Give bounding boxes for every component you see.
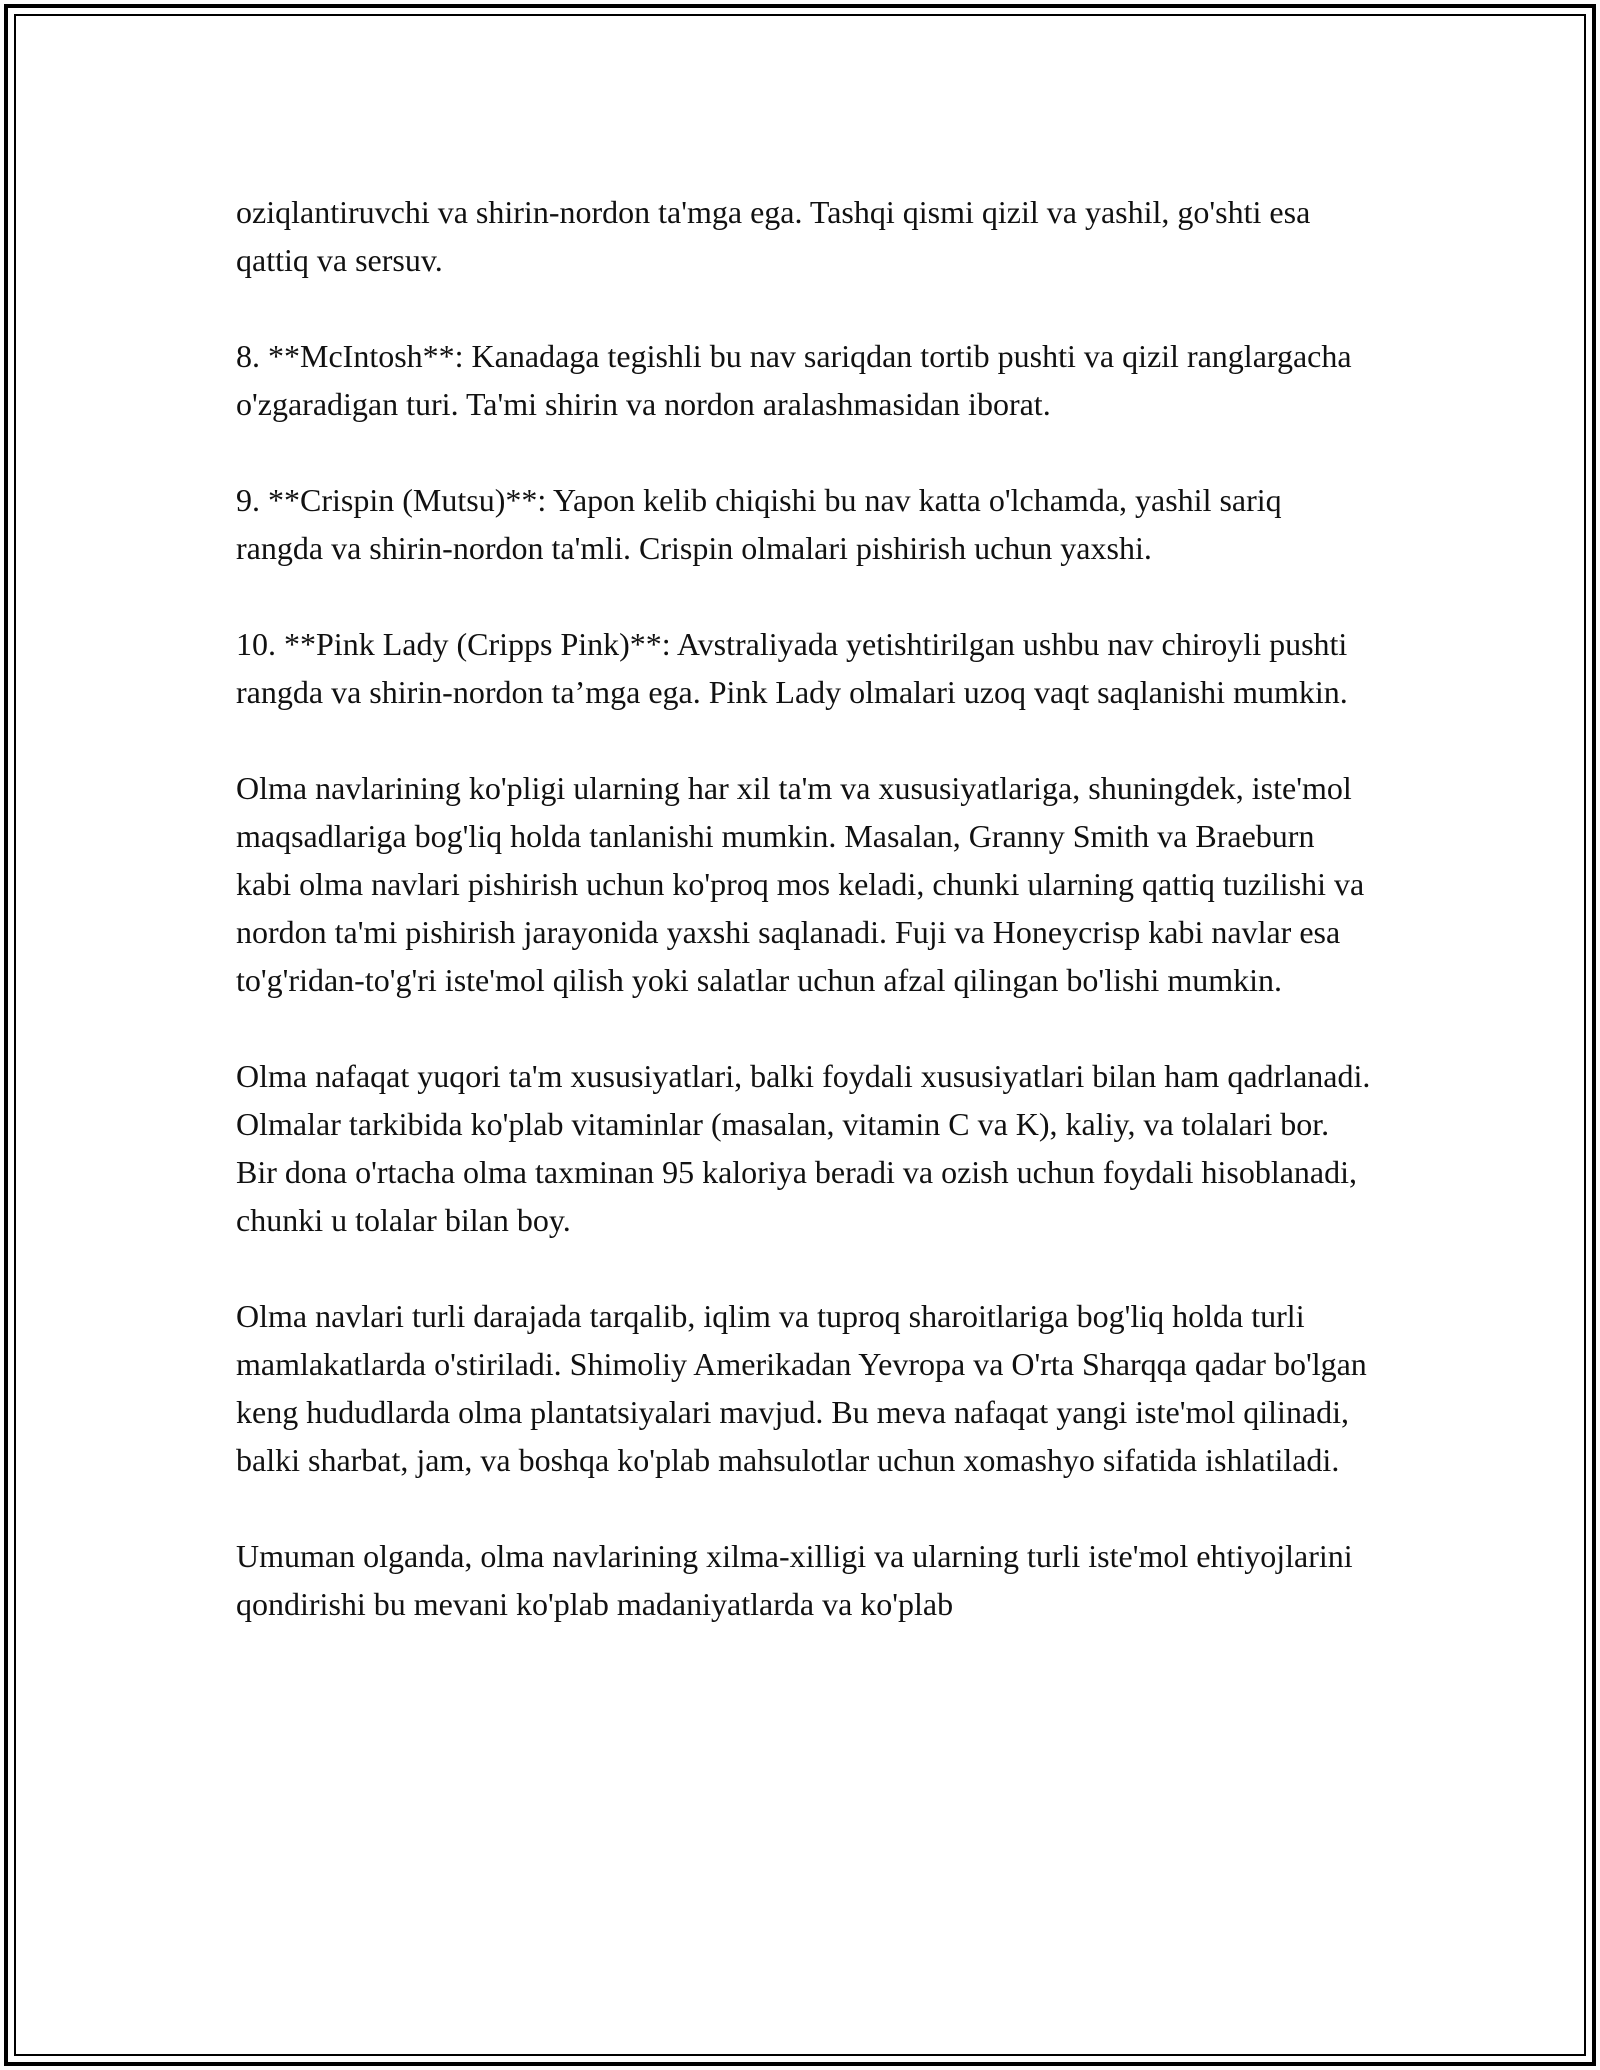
document-body	[236, 188, 1376, 1628]
paragraph-conclusion: Umuman olganda, olma navlarining xilma-xilligi va ularning turli iste'mol ehtiyojlarini qondirishi bu mevani ko'plab madaniyatlarda va ko'plab	[236, 1538, 1353, 1622]
list-item-crispin: 9. **Crispin (Mutsu)**: Yapon kelib chiqishi bu nav katta o'lchamda, yashil sariq rangda va shirin-nordon ta'mli. Crispin olmalari pishirish uchun yaxshi.	[236, 482, 1282, 566]
list-item-pink-lady: 10. **Pink Lady (Cripps Pink)**: Avstraliyada yetishtirilgan ushbu nav chiroyli pushti rangda va shirin-nordon ta’mga ega. Pink Lady olmalari uzoq vaqt saqlanishi mumkin.	[236, 626, 1348, 710]
paragraph-nutrition: Olma nafaqat yuqori ta'm xususiyatlari, balki foydali xususiyatlari bilan ham qadrlanadi. Olmalar tarkibida ko'plab vitaminlar (masalan, vitamin C va K), kaliy, va tolalari bor. Bir dona o'rtacha olma taxminan 95 kaloriya beradi va ozish uchun foydali hisoblanadi, chunki u tolalar bilan boy.	[236, 1058, 1371, 1238]
paragraph-variety-usage: Olma navlarining ko'pligi ularning har xil ta'm va xususiyatlariga, shuningdek, iste'mol maqsadlariga bog'liq holda tanlanishi mumkin. Masalan, Granny Smith va Braeburn kabi olma navlari pishirish uchun ko'proq mos keladi, chunki ularning qattiq tuzilishi va nordon ta'mi pishirish jarayonida yaxshi saqlanadi. Fuji va Honeycrisp kabi navlar esa to'g'ridan-to'g'ri iste'mol qilish yoki salatlar uchun afzal qilingan bo'lishi mumkin.	[236, 770, 1365, 998]
paragraph-apple-description-continued: oziqlantiruvchi va shirin-nordon ta'mga ega. Tashqi qismi qizil va yashil, go'shti esa qattiq va sersuv.	[236, 194, 1311, 278]
paragraph-cultivation: Olma navlari turli darajada tarqalib, iqlim va tuproq sharoitlariga bog'liq holda turli mamlakatlarda o'stiriladi. Shimoliy Amerikadan Yevropa va O'rta Sharqqa qadar bo'lgan keng hududlarda olma plantatsiyalari mavjud. Bu meva nafaqat yangi iste'mol qilinadi, balki sharbat, jam, va boshqa ko'plab mahsulotlar uchun xomashyo sifatida ishlatiladi.	[236, 1298, 1367, 1478]
list-item-mcintosh: 8. **McIntosh**: Kanadaga tegishli bu nav sariqdan tortib pushti va qizil ranglargacha o'zgaradigan turi. Ta'mi shirin va nordon aralashmasidan iborat.	[236, 338, 1352, 422]
